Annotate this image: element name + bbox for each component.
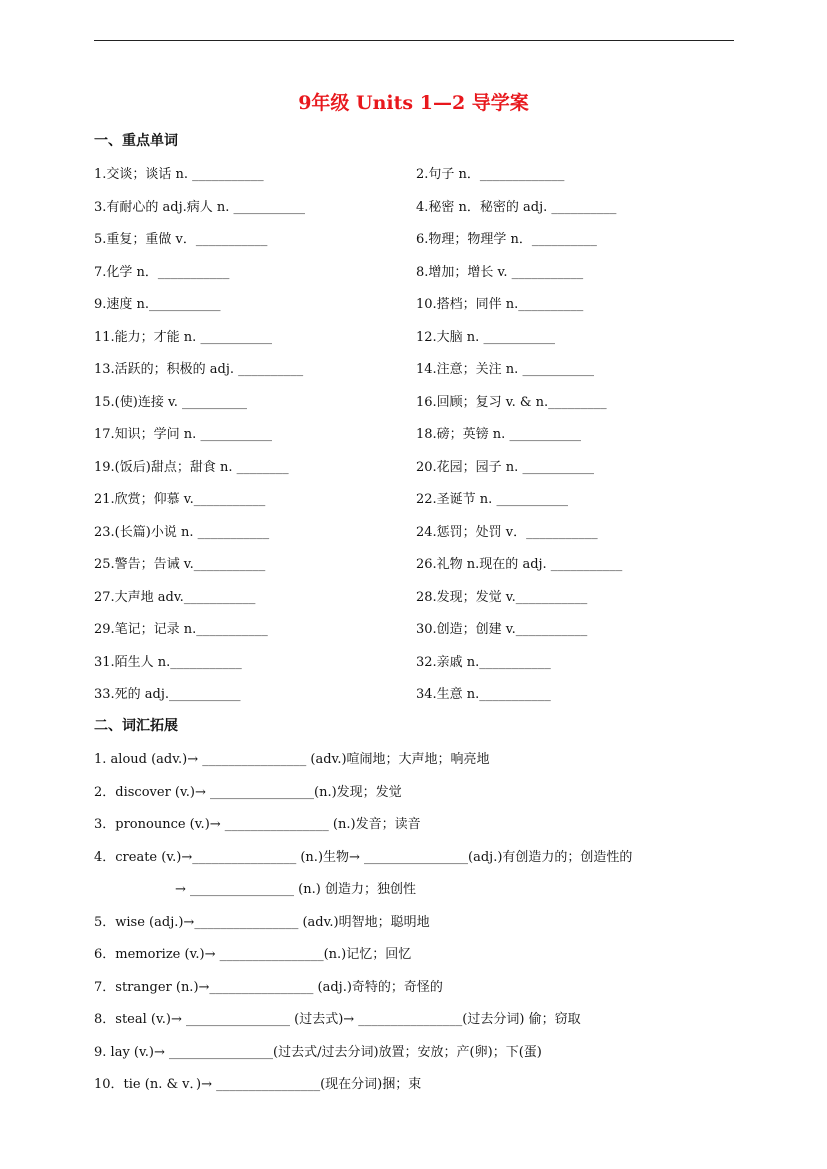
vocab-item-30: 30.创造；创建 v.___________ [416, 622, 588, 637]
vocab-item-13: 13.活跃的；积极的 adj. __________ [94, 362, 304, 377]
vocab-item-12: 12.大脑 n. ___________ [416, 330, 555, 345]
expansion-item-2: 2．discover (v.)→ ________________(n.)发现；发觉 [94, 785, 402, 800]
vocab-item-4: 4.秘密 n．秘密的 adj. __________ [416, 200, 617, 215]
vocab-item-23: 23.(长篇)小说 n. ___________ [94, 525, 270, 540]
vocab-item-2: 2.句子 n．_____________ [416, 167, 565, 182]
vocab-item-8: 8.增加；增长 v. ___________ [416, 265, 584, 280]
section-heading-key-words: 一、重点单词 [94, 133, 178, 149]
vocab-item-14: 14.注意；关注 n. ___________ [416, 362, 594, 377]
vocab-item-18: 18.磅；英镑 n. ___________ [416, 427, 581, 442]
vocab-item-1: 1.交谈；谈话 n. ___________ [94, 167, 264, 182]
vocab-item-29: 29.笔记；记录 n.___________ [94, 622, 268, 637]
vocab-item-9: 9.速度 n.___________ [94, 297, 221, 312]
vocab-item-27: 27.大声地 adv.___________ [94, 590, 256, 605]
vocab-item-32: 32.亲戚 n.___________ [416, 655, 551, 670]
vocab-item-21: 21.欣赏；仰慕 v.___________ [94, 492, 266, 507]
vocab-item-6: 6.物理；物理学 n．__________ [416, 232, 597, 247]
vocab-item-24: 24.惩罚；处罚 v．___________ [416, 525, 598, 540]
vocab-item-16: 16.回顾；复习 v. & n._________ [416, 395, 607, 410]
expansion-item-4-continued: → ________________ (n.) 创造力；独创性 [175, 882, 416, 897]
header-rule [94, 40, 734, 41]
vocab-item-33: 33.死的 adj.___________ [94, 687, 241, 702]
expansion-item-9: 9. lay (v.)→ ________________(过去式/过去分词)放置；安放；产(卵)；下(蛋) [94, 1045, 542, 1060]
expansion-item-7: 7．stranger (n.)→________________ (adj.)奇特的；奇怪的 [94, 980, 443, 995]
expansion-item-1: 1. aloud (adv.)→ ________________ (adv.)喧闹地；大声地；响亮地 [94, 752, 490, 767]
vocab-item-5: 5.重复；重做 v．___________ [94, 232, 268, 247]
vocab-item-31: 31.陌生人 n.___________ [94, 655, 242, 670]
section-heading-vocab-expansion: 二、词汇拓展 [94, 718, 178, 734]
vocab-item-26: 26.礼物 n.现在的 adj. ___________ [416, 557, 623, 572]
vocab-item-7: 7.化学 n．___________ [94, 265, 230, 280]
vocab-item-34: 34.生意 n.___________ [416, 687, 551, 702]
expansion-item-8: 8．steal (v.)→ ________________ (过去式)→ ________________(过去分词) 偷；窃取 [94, 1012, 581, 1027]
vocab-item-17: 17.知识；学问 n. ___________ [94, 427, 272, 442]
expansion-item-3: 3．pronounce (v.)→ ________________ (n.)发音；读音 [94, 817, 421, 832]
expansion-item-10: 10．tie (n. & v．)→ ________________(现在分词)捆；束 [94, 1077, 422, 1092]
vocab-item-10: 10.搭档；同伴 n.__________ [416, 297, 584, 312]
vocab-item-22: 22.圣诞节 n. ___________ [416, 492, 568, 507]
vocab-item-19: 19.(饭后)甜点；甜食 n. ________ [94, 460, 289, 475]
vocab-item-20: 20.花园；园子 n. ___________ [416, 460, 594, 475]
vocab-item-11: 11.能力；才能 n. ___________ [94, 330, 272, 345]
vocab-item-25: 25.警告；告诫 v.___________ [94, 557, 266, 572]
expansion-item-6: 6．memorize (v.)→ ________________(n.)记忆；回忆 [94, 947, 412, 962]
vocab-item-28: 28.发现；发觉 v.___________ [416, 590, 588, 605]
expansion-item-5: 5．wise (adj.)→________________ (adv.)明智地；聪明地 [94, 915, 430, 930]
vocab-item-15: 15.(使)连接 v. __________ [94, 395, 248, 410]
vocab-item-3: 3.有耐心的 adj.病人 n. ___________ [94, 200, 306, 215]
page-title: 9年级 Units 1—2 导学案 [298, 92, 529, 114]
expansion-item-4: 4．create (v.)→________________ (n.)生物→ ________________(adj.)有创造力的；创造性的 [94, 850, 633, 865]
